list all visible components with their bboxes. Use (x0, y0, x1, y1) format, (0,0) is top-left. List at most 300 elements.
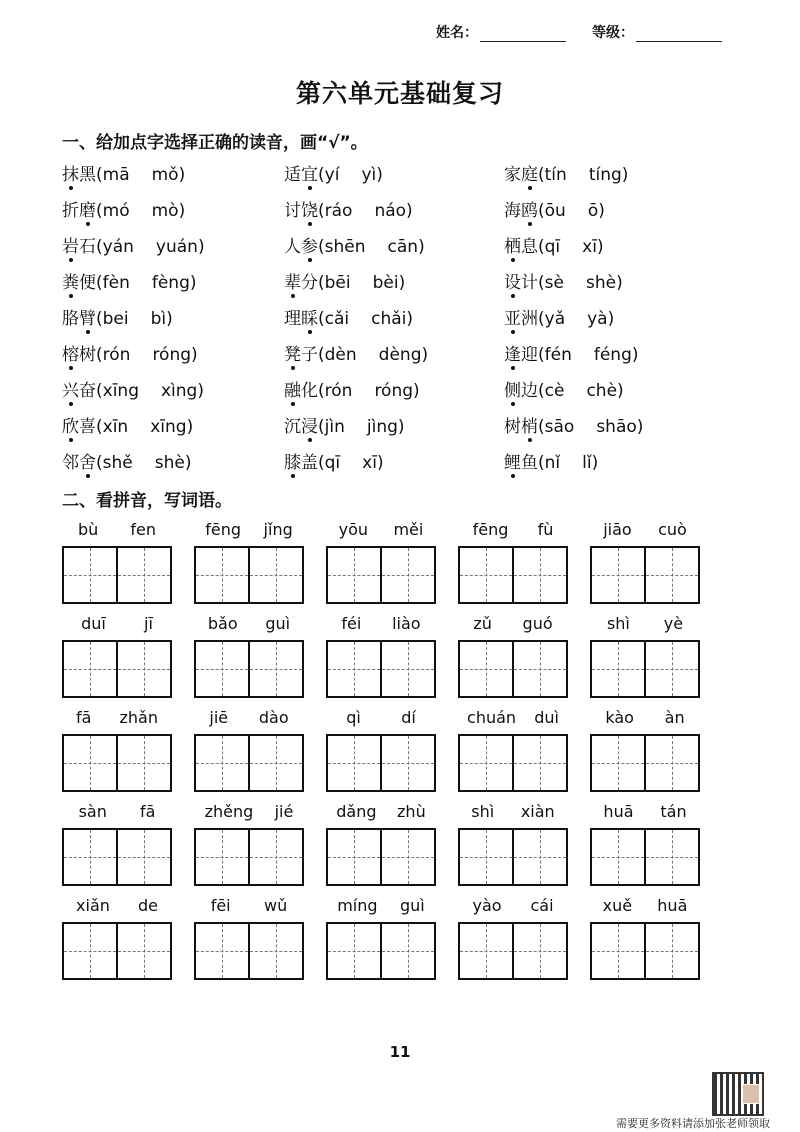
pinyin-option[interactable]: sāo (544, 417, 575, 437)
pinyin-option[interactable]: mò (151, 201, 179, 221)
pinyin-syllable: duì (534, 708, 559, 727)
pronunciation-item (504, 412, 744, 448)
pinyin-option[interactable]: dèng (378, 345, 422, 365)
tianzige-boxes (590, 546, 700, 604)
word (62, 340, 96, 365)
tianzige-box[interactable] (248, 642, 302, 696)
pinyin-prompt (62, 802, 172, 828)
pinyin-syllable: dǎng (336, 802, 377, 821)
pinyin-option[interactable]: nǐ (544, 453, 561, 473)
dotted-character: 参 (301, 232, 318, 257)
tianzige-boxes (62, 828, 172, 886)
pinyin-syllable: àn (664, 708, 685, 727)
word (504, 448, 538, 473)
pinyin-option[interactable]: mā (102, 165, 130, 185)
pinyin-prompt (458, 520, 568, 546)
tianzige-box[interactable] (380, 736, 434, 790)
close-paren: ) (197, 237, 205, 257)
pinyin-writing-area (62, 520, 762, 990)
tianzige-box[interactable] (248, 548, 302, 602)
word-writing-cell (458, 896, 568, 990)
pinyin-syllable: bǎo (207, 614, 238, 633)
pinyin-option[interactable]: shāo (596, 417, 637, 437)
pinyin-option[interactable]: bei (102, 309, 129, 329)
dotted-character: 浸 (301, 412, 318, 437)
tianzige-boxes (458, 828, 568, 886)
pinyin-option[interactable]: fèn (102, 273, 130, 293)
pinyin-syllable: de (137, 896, 158, 915)
character: 鱼 (521, 453, 538, 473)
character: 沉 (284, 417, 301, 437)
page-title: 第六单元基础复习 (295, 79, 504, 108)
pinyin-syllable: xuě (602, 896, 633, 915)
pinyin-option[interactable]: mó (102, 201, 130, 221)
pinyin-option[interactable]: yà (587, 309, 608, 329)
tianzige-box[interactable] (460, 830, 512, 884)
tianzige-box[interactable] (196, 736, 248, 790)
pinyin-syllable: fen (130, 520, 156, 539)
tianzige-box[interactable] (512, 736, 566, 790)
tianzige-box[interactable] (644, 642, 698, 696)
word-writing-cell (62, 520, 172, 614)
dotted-character: 逢 (504, 340, 521, 365)
character: 讨 (284, 201, 301, 221)
tianzige-box[interactable] (460, 642, 512, 696)
pinyin-syllable: yōu (338, 520, 369, 539)
tianzige-box[interactable] (644, 924, 698, 978)
tianzige-boxes (458, 640, 568, 698)
pinyin-syllable: cuò (658, 520, 687, 539)
character: 奋 (79, 381, 96, 401)
pronunciation-item (284, 304, 504, 340)
open-paren: ( (538, 273, 545, 293)
tianzige-box[interactable] (460, 924, 512, 978)
pinyin-option[interactable]: féng (593, 345, 632, 365)
word (504, 412, 538, 437)
pronunciation-item (504, 448, 744, 484)
dotted-character: 膝 (284, 448, 301, 473)
open-paren: ( (96, 309, 103, 329)
dotted-character: 设 (504, 268, 521, 293)
word (284, 268, 318, 293)
pronunciation-item (284, 448, 504, 484)
pinyin-option[interactable]: fén (544, 345, 572, 365)
pinyin-syllable: fēng (205, 520, 242, 539)
word-writing-cell (458, 614, 568, 708)
tianzige-box[interactable] (380, 548, 434, 602)
avatar (742, 1084, 760, 1104)
pinyin-syllable: zǔ (473, 614, 492, 633)
pinyin-option[interactable]: rón (102, 345, 131, 365)
pinyin-syllable: jiāo (603, 520, 632, 539)
pinyin-option[interactable]: tíng (588, 165, 622, 185)
tianzige-box[interactable] (592, 924, 644, 978)
character: 石 (79, 237, 96, 257)
tianzige-box[interactable] (196, 548, 248, 602)
word-writing-cell (194, 520, 304, 614)
pronunciation-item (284, 412, 504, 448)
writing-row (62, 614, 762, 708)
character: 分 (301, 273, 318, 293)
pinyin-syllable: zhù (397, 802, 426, 821)
grade-blank-line[interactable] (636, 27, 722, 42)
word-writing-cell (590, 802, 700, 896)
close-paren: ) (189, 273, 197, 293)
word-writing-cell (194, 896, 304, 990)
dotted-character: 臂 (79, 304, 96, 329)
tianzige-boxes (458, 546, 568, 604)
tianzige-box[interactable] (512, 642, 566, 696)
pinyin-option[interactable]: ōu (544, 201, 566, 221)
open-paren: ( (318, 381, 325, 401)
tianzige-box[interactable] (592, 830, 644, 884)
pinyin-option[interactable]: bèi (372, 273, 399, 293)
tianzige-box[interactable] (512, 924, 566, 978)
pinyin-syllable: jié (274, 802, 294, 821)
open-paren: ( (538, 381, 545, 401)
dotted-character: 饶 (301, 196, 318, 221)
open-paren: ( (318, 417, 325, 437)
pinyin-option[interactable]: bēi (324, 273, 351, 293)
close-paren: ) (418, 237, 425, 257)
pronunciation-item (504, 304, 744, 340)
pinyin-prompt (194, 520, 304, 546)
word (62, 160, 96, 185)
open-paren: ( (96, 345, 103, 365)
word (504, 160, 538, 185)
pinyin-syllable: huā (603, 802, 634, 821)
tianzige-box[interactable] (592, 548, 644, 602)
open-paren: ( (318, 309, 325, 329)
word-writing-cell (62, 802, 172, 896)
tianzige-box[interactable] (380, 642, 434, 696)
character: 折 (62, 201, 79, 221)
pronunciation-item (504, 196, 744, 232)
pinyin-prompt (326, 896, 436, 922)
character: 适 (284, 165, 301, 185)
tianzige-box[interactable] (64, 924, 116, 978)
qr-code-icon (712, 1072, 764, 1116)
tianzige-box[interactable] (644, 548, 698, 602)
tianzige-box[interactable] (328, 924, 380, 978)
pinyin-option[interactable]: shēn (324, 237, 366, 257)
open-paren: ( (538, 453, 545, 473)
tianzige-boxes (194, 546, 304, 604)
pinyin-option[interactable]: xìng (161, 381, 198, 401)
character: 化 (301, 381, 318, 401)
tianzige-boxes (326, 828, 436, 886)
pinyin-syllable: shì (606, 614, 630, 633)
dotted-character: 睬 (301, 304, 318, 329)
pinyin-prompt (194, 802, 304, 828)
close-paren: ) (166, 309, 173, 329)
pinyin-syllable: guì (400, 896, 425, 915)
word-writing-cell (326, 520, 436, 614)
tianzige-boxes (62, 734, 172, 792)
tianzige-boxes (326, 734, 436, 792)
open-paren: ( (96, 237, 103, 257)
pinyin-prompt (326, 520, 436, 546)
close-paren: ) (406, 309, 414, 329)
pinyin-option[interactable]: ráo (324, 201, 353, 221)
dotted-character: 岩 (62, 232, 79, 257)
tianzige-box[interactable] (328, 736, 380, 790)
pinyin-option[interactable]: fèng (151, 273, 190, 293)
pinyin-option[interactable]: yǎ (544, 309, 566, 329)
pinyin-prompt (62, 614, 172, 640)
open-paren: ( (538, 417, 545, 437)
pinyin-option[interactable]: xīng (102, 381, 139, 401)
pinyin-option[interactable]: qī (324, 453, 341, 473)
pinyin-option[interactable]: shè (154, 453, 185, 473)
pinyin-syllable: bù (78, 520, 99, 539)
tianzige-box[interactable] (64, 642, 116, 696)
pinyin-option[interactable]: tín (544, 165, 567, 185)
close-paren: ) (621, 165, 629, 185)
dotted-character: 宜 (301, 160, 318, 185)
dotted-character: 兴 (62, 376, 79, 401)
tianzige-box[interactable] (116, 642, 170, 696)
writing-row (62, 896, 762, 990)
pinyin-prompt (590, 896, 700, 922)
pinyin-option[interactable]: yán (102, 237, 134, 257)
pinyin-option[interactable]: yì (361, 165, 377, 185)
tianzige-box[interactable] (460, 548, 512, 602)
tianzige-box[interactable] (64, 736, 116, 790)
character: 海 (504, 201, 521, 221)
character: 子 (301, 345, 318, 365)
pinyin-syllable: xiàn (520, 802, 555, 821)
open-paren: ( (318, 345, 325, 365)
pinyin-prompt (326, 802, 436, 828)
tianzige-box[interactable] (248, 924, 302, 978)
pinyin-option[interactable]: xī (362, 453, 377, 473)
pinyin-syllable: dí (401, 708, 416, 727)
dotted-character: 梢 (521, 412, 538, 437)
pinyin-option[interactable]: shè (585, 273, 617, 293)
pinyin-option[interactable]: xīng (150, 417, 187, 437)
dotted-character: 抹 (62, 160, 79, 185)
grade-field[interactable] (592, 22, 722, 42)
pinyin-option[interactable]: shě (102, 453, 133, 473)
character: 洲 (521, 309, 538, 329)
name-blank-line[interactable] (480, 27, 566, 42)
tianzige-boxes (194, 640, 304, 698)
tianzige-box[interactable] (592, 736, 644, 790)
tianzige-box[interactable] (380, 830, 434, 884)
dotted-character: 鸥 (521, 196, 538, 221)
word (284, 196, 318, 221)
tianzige-box[interactable] (328, 830, 380, 884)
tianzige-boxes (458, 734, 568, 792)
tianzige-boxes (194, 828, 304, 886)
pronunciation-item (504, 268, 744, 304)
pinyin-prompt (458, 802, 568, 828)
pinyin-syllable: xiǎn (76, 896, 110, 915)
pinyin-prompt (458, 708, 568, 734)
pinyin-option[interactable]: róng (152, 345, 192, 365)
pinyin-option[interactable]: chè (586, 381, 618, 401)
pinyin-syllable: měi (393, 520, 424, 539)
word-writing-cell (326, 708, 436, 802)
tianzige-box[interactable] (328, 642, 380, 696)
dotted-character: 榕 (62, 340, 79, 365)
tianzige-box[interactable] (644, 736, 698, 790)
tianzige-box[interactable] (512, 548, 566, 602)
pinyin-prompt (590, 520, 700, 546)
close-paren: ) (616, 273, 623, 293)
pinyin-option[interactable]: mǒ (151, 165, 179, 185)
close-paren: ) (197, 381, 204, 401)
word (504, 304, 538, 329)
pinyin-option[interactable]: cè (544, 381, 565, 401)
tianzige-box[interactable] (644, 830, 698, 884)
close-paren: ) (631, 345, 639, 365)
tianzige-box[interactable] (328, 548, 380, 602)
pinyin-syllable: huā (657, 896, 688, 915)
tianzige-box[interactable] (116, 830, 170, 884)
dotted-character: 凳 (284, 340, 301, 365)
pinyin-prompt (458, 896, 568, 922)
writing-row (62, 520, 762, 614)
word-writing-cell (590, 614, 700, 708)
tianzige-box[interactable] (116, 736, 170, 790)
open-paren: ( (96, 165, 103, 185)
tianzige-box[interactable] (592, 642, 644, 696)
pinyin-option[interactable]: yí (324, 165, 340, 185)
pronunciation-item (284, 160, 504, 196)
word-writing-cell (590, 896, 700, 990)
close-paren: ) (397, 417, 405, 437)
pinyin-syllable: qì (346, 708, 361, 727)
dotted-character: 侧 (504, 376, 521, 401)
pinyin-syllable: guó (522, 614, 553, 633)
pinyin-syllable: liào (392, 614, 421, 633)
word-writing-cell (62, 614, 172, 708)
tianzige-box[interactable] (512, 830, 566, 884)
tianzige-box[interactable] (64, 830, 116, 884)
tianzige-box[interactable] (196, 830, 248, 884)
pinyin-option[interactable]: jìng (366, 417, 398, 437)
pinyin-syllable: shì (471, 802, 495, 821)
word-writing-cell (194, 708, 304, 802)
tianzige-boxes (62, 640, 172, 698)
pinyin-syllable: fēng (472, 520, 509, 539)
pinyin-syllable: féi (341, 614, 362, 633)
character: 理 (284, 309, 301, 329)
tianzige-boxes (194, 734, 304, 792)
pronunciation-item (284, 196, 504, 232)
pinyin-option[interactable]: ō (587, 201, 599, 221)
close-paren: ) (376, 453, 384, 473)
pinyin-prompt (62, 896, 172, 922)
dotted-character: 栖 (504, 232, 521, 257)
word-writing-cell (590, 708, 700, 802)
pinyin-syllable: fēi (210, 896, 231, 915)
tianzige-box[interactable] (248, 736, 302, 790)
footer-note: 需要更多资料请添加张老师领取 (616, 1117, 770, 1130)
word (284, 448, 318, 473)
pinyin-option[interactable]: rón (324, 381, 353, 401)
pinyin-option[interactable]: xīn (102, 417, 129, 437)
tianzige-box[interactable] (116, 548, 170, 602)
section1-title: 一、给加点字选择正确的读音，画“√”。 (62, 133, 368, 153)
word (62, 232, 96, 257)
pinyin-syllable: kào (605, 708, 634, 727)
name-field[interactable] (436, 22, 566, 42)
pinyin-option[interactable]: qī (544, 237, 561, 257)
pronunciation-item (284, 268, 504, 304)
pinyin-syllable: chuán (467, 708, 517, 727)
close-paren: ) (178, 165, 186, 185)
pinyin-option[interactable]: náo (374, 201, 407, 221)
close-paren: ) (598, 201, 605, 221)
tianzige-box[interactable] (64, 548, 116, 602)
word-writing-cell (194, 614, 304, 708)
pinyin-option[interactable]: cān (387, 237, 419, 257)
word (284, 232, 318, 257)
open-paren: ( (96, 381, 103, 401)
tianzige-boxes (194, 922, 304, 980)
pinyin-option[interactable]: yuán (155, 237, 198, 257)
close-paren: ) (191, 345, 198, 365)
pinyin-option[interactable]: cǎi (324, 309, 350, 329)
word (62, 376, 96, 401)
pronunciation-item (284, 340, 504, 376)
pinyin-prompt (326, 614, 436, 640)
pinyin-option[interactable]: jìn (324, 417, 345, 437)
word (62, 448, 96, 473)
pinyin-prompt (458, 614, 568, 640)
tianzige-box[interactable] (196, 642, 248, 696)
writing-row (62, 802, 762, 896)
pinyin-option[interactable]: sè (544, 273, 564, 293)
pinyin-prompt (62, 520, 172, 546)
tianzige-box[interactable] (460, 736, 512, 790)
dotted-character: 融 (284, 376, 301, 401)
pinyin-option[interactable]: dèn (324, 345, 357, 365)
tianzige-boxes (326, 640, 436, 698)
character: 树 (504, 417, 521, 437)
pinyin-syllable: míng (337, 896, 378, 915)
close-paren: ) (617, 381, 624, 401)
tianzige-boxes (326, 546, 436, 604)
word (504, 232, 538, 257)
pinyin-option[interactable]: xī (582, 237, 597, 257)
tianzige-box[interactable] (116, 924, 170, 978)
word-writing-cell (458, 708, 568, 802)
close-paren: ) (186, 417, 194, 437)
pinyin-option[interactable]: chǎi (371, 309, 407, 329)
character: 迎 (521, 345, 538, 365)
close-paren: ) (178, 201, 186, 221)
tianzige-box[interactable] (196, 924, 248, 978)
pinyin-syllable: jǐng (263, 520, 293, 539)
pinyin-option[interactable]: róng (374, 381, 414, 401)
pinyin-syllable: yè (663, 614, 684, 633)
close-paren: ) (184, 453, 192, 473)
word (284, 304, 318, 329)
character: 胳 (62, 309, 79, 329)
close-paren: ) (406, 201, 413, 221)
pinyin-option[interactable]: lǐ (582, 453, 592, 473)
character: 树 (79, 345, 96, 365)
pinyin-option[interactable]: bì (150, 309, 167, 329)
tianzige-box[interactable] (380, 924, 434, 978)
word-writing-cell (62, 708, 172, 802)
word (62, 412, 96, 437)
tianzige-box[interactable] (248, 830, 302, 884)
